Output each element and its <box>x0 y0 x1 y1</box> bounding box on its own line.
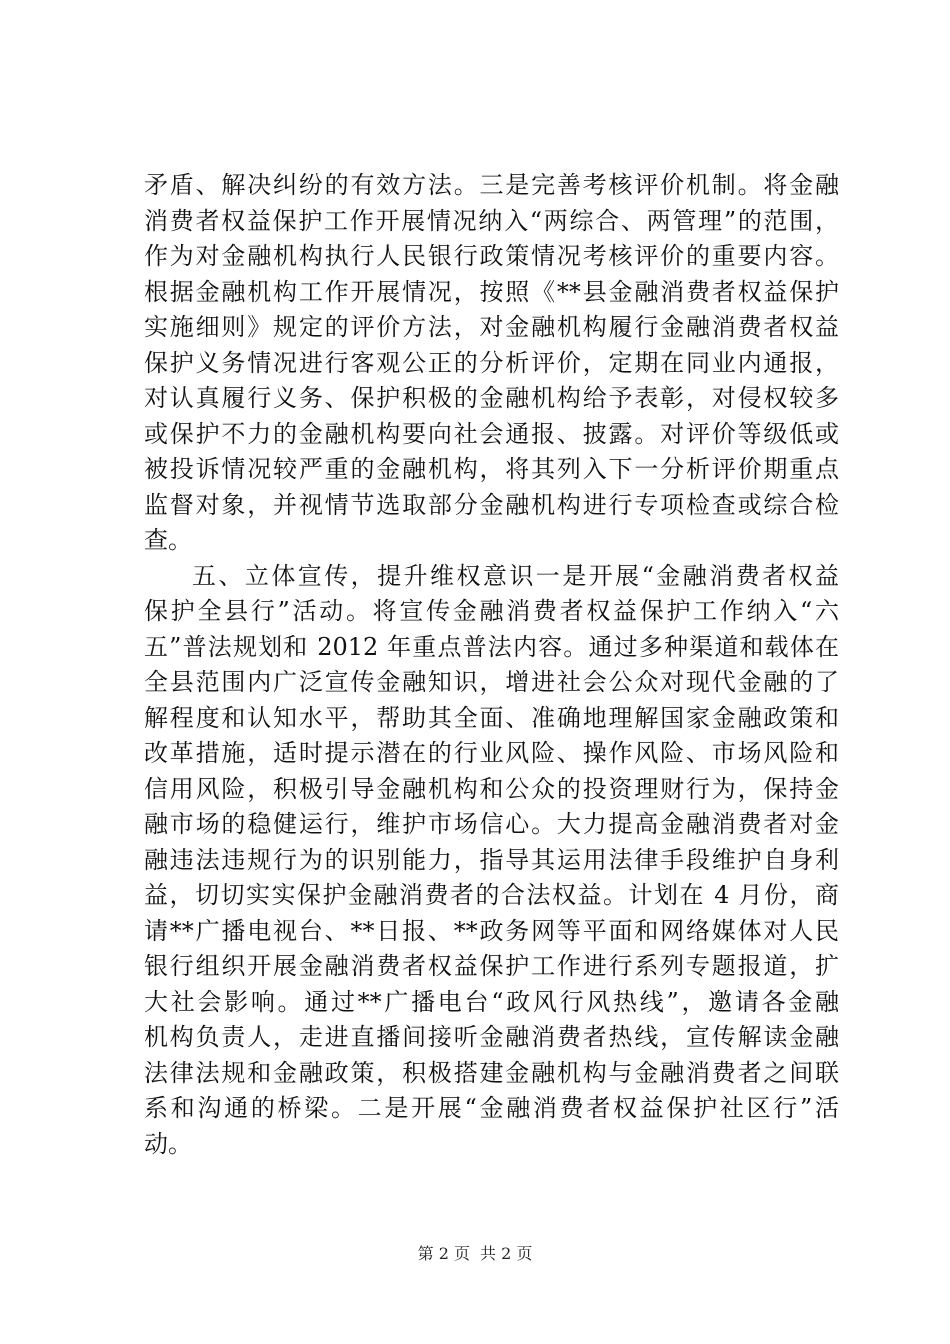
text-line: 或保护不力的金融机构要向社会通报、披露。对评价等级低或 <box>144 419 839 448</box>
text-line: 对认真履行义务、保护积极的金融机构给予表彰，对侵权较多 <box>144 384 839 412</box>
text-line: 矛盾、解决纠纷的有效方法。三是完善考核评价机制。将金融 <box>144 171 839 199</box>
body-text <box>144 168 839 1162</box>
text-line: 益，切切实实保护金融消费者的合法权益。计划在 4 月份，商 <box>144 881 839 909</box>
text-line: 银行组织开展金融消费者权益保护工作进行系列专题报道，扩 <box>144 952 839 980</box>
text-line: 查。 <box>144 526 192 554</box>
text-line: 解程度和认知水平，帮助其全面、准确地理解国家金融政策和 <box>144 703 839 732</box>
text-line: 实施细则》规定的评价方法，对金融机构履行金融消费者权益 <box>144 313 839 341</box>
text-line: 全县范围内广泛宣传金融知识，增进社会公众对现代金融的了 <box>144 668 839 696</box>
text-line: 根据金融机构工作开展情况，按照《**县金融消费者权益保护 <box>144 277 839 306</box>
text-line: 改革措施，适时提示潜在的行业风险、操作风险、市场风险和 <box>144 739 839 767</box>
text-line: 信用风险，积极引导金融机构和公众的投资理财行为，保持金 <box>144 774 839 803</box>
text-line: 作为对金融机构执行人民银行政策情况考核评价的重要内容。 <box>144 242 839 270</box>
text-line: 五”普法规划和 2012 年重点普法内容。通过多种渠道和载体在 <box>144 632 839 661</box>
page-number: 第 2 页 <box>417 1244 470 1263</box>
text-line: 系和沟通的桥梁。二是开展“金融消费者权益保护社区行”活 <box>144 1094 839 1122</box>
page-total: 共 2 页 <box>480 1244 533 1263</box>
text-line: 保护全县行”活动。将宣传金融消费者权益保护工作纳入“六 <box>144 597 839 625</box>
text-line: 监督对象，并视情节选取部分金融机构进行专项检查或综合检 <box>144 490 839 519</box>
text-line: 机构负责人，走进直播间接听金融消费者热线，宣传解读金融 <box>144 1023 839 1051</box>
text-line: 大社会影响。通过**广播电台“政风行风热线”，邀请各金融 <box>144 987 839 1016</box>
text-line: 动。 <box>144 1129 192 1158</box>
text-line: 消费者权益保护工作开展情况纳入“两综合、两管理”的范围， <box>144 206 839 235</box>
text-line: 被投诉情况较严重的金融机构，将其列入下一分析评价期重点 <box>144 455 839 483</box>
text-line: 请**广播电视台、**日报、**政务网等平面和网络媒体对人民 <box>144 916 839 945</box>
text-line: 融违法违规行为的识别能力，指导其运用法律手段维护自身利 <box>144 845 839 874</box>
text-line: 融市场的稳健运行，维护市场信心。大力提高金融消费者对金 <box>144 810 839 838</box>
text-line: 法律法规和金融政策，积极搭建金融机构与金融消费者之间联 <box>144 1058 839 1087</box>
page-footer <box>0 1244 950 1264</box>
text-line: 保护义务情况进行客观公正的分析评价，定期在同业内通报， <box>144 348 839 377</box>
paragraph-heading-line: 五、立体宣传，提升维权意识一是开展“金融消费者权益 <box>192 561 839 590</box>
